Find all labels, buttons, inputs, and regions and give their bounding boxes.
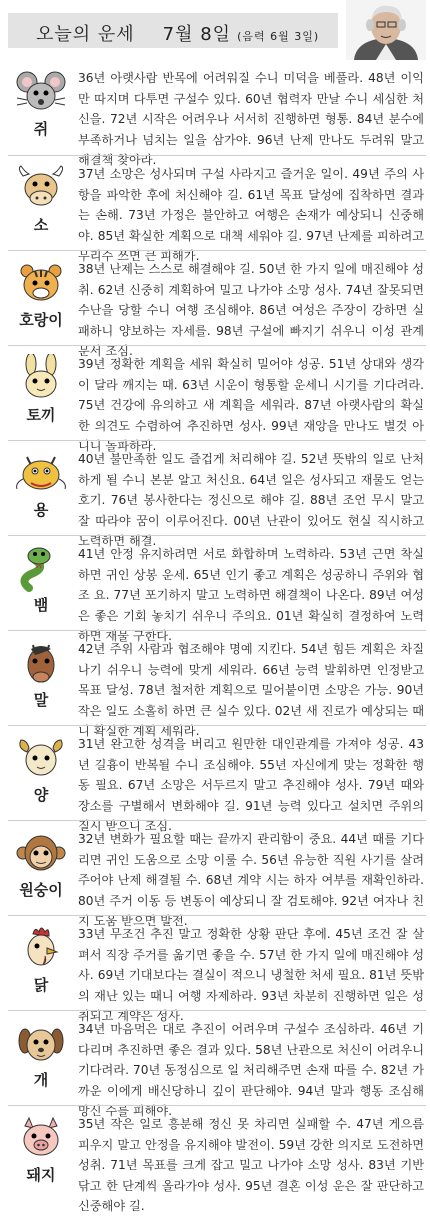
tiger-icon — [13, 259, 69, 307]
animal-name: 소 — [33, 216, 49, 234]
header-title-line — [36, 20, 319, 46]
animal-cell — [8, 1017, 74, 1101]
animal-name: 호랑이 — [19, 311, 63, 329]
fortune-text: 35년 작은 일로 흥분해 정신 못 차리면 실패할 수. 47년 게으름 피우지 말고 안정을 유지해야 발전이. 59년 강한 의지로 도전하면 성취. 71년 목표를 크게 잡고 밀고 나가야 소망 성사. 83년 기반 닦고 한 단계씩 올라가야 성사. 95년 결혼 이성 운은 잘 판단하고 신중해야 길. — [78, 1117, 424, 1213]
pig-icon — [13, 1114, 69, 1162]
zodiac-row-rabbit — [8, 345, 426, 453]
animal-name: 개 — [33, 1071, 49, 1089]
fortune-header — [0, 0, 430, 54]
animal-name: 원숭이 — [19, 881, 63, 899]
animal-cell — [8, 732, 74, 816]
fortune-text: 38년 난제는 스스로 해결해야 길. 50년 한 가지 일에 매진해야 성취. 62년 신중히 계획하여 밀고 나가야 소망 성사. 74년 잘못되면 수난을 당할 수니 여행 조심해야. 86년 여성은 주장이 강하면 실패하니 양보하는 자세를. 98년 구설에 빠지기 쉬우니 이성 관계 문서 조심. — [78, 262, 424, 358]
dog-icon — [13, 1019, 69, 1067]
fortune-text: 34년 마음먹은 대로 추진이 어려우며 구설수 조심하라. 46년 기다리며 추진하면 좋은 결과 있다. 58년 난관으로 처신이 어려우니 기다려라. 70년 동정심으로 일 처리해주면 손재 따를 수. 82년 가까운 이에게 배신당하니 깊이 판단해야. 94년 말과 행동 조심해 망신 수를 피해야. — [78, 1022, 424, 1118]
zodiac-row-snake — [8, 535, 426, 643]
fortune-text: 40년 불만족한 일도 즐겁게 처리해야 길. 52년 뜻밖의 일로 난처하게 될 수니 본분 알고 처신요. 64년 일은 성사되고 재물도 얻는 호기. 76년 봉사한다는 정신으로 해야 길. 88년 조언 무시 말고 잘 따라야 꿈이 이루어진다. 00년 난관이 있어도 현실 직시하고 노력하면 해결. — [78, 452, 424, 548]
animal-cell — [8, 1112, 74, 1196]
zodiac-row-tiger — [8, 250, 426, 358]
monkey-icon — [13, 829, 69, 877]
animal-cell — [8, 66, 74, 150]
fortune-text: 42년 주위 사람과 협조해야 명예 지킨다. 54년 힘든 계획은 차질 나기 쉬우니 능력에 맞게 세워라. 66년 능력 발휘하면 인정받고 목표 달성. 78년 철저한 계획으로 밀어붙이면 소망은 가능. 90년 작은 일도 소홀히 하면 큰 실수 있다. 02년 새 진로가 예상되는 때니 확실한 계획 세워라. — [78, 642, 424, 738]
animal-name: 뱀 — [33, 596, 49, 614]
horse-icon — [13, 639, 69, 687]
animal-name: 양 — [33, 786, 49, 804]
fortune-text: 33년 무조건 추진 말고 정확한 상황 판단 후에. 45년 조건 잘 살펴서 직장 주거를 옮기면 좋을 수. 57년 한 가지 일에 매진해야 성사. 69년 기대보다는 결실이 적으니 냉철한 처세 필요. 81년 뜻밖의 재난 있는 때니 여행 자제하라. 93년 차분히 진행하면 일은 성취되고 계약은 성사. — [78, 927, 424, 1023]
animal-name: 말 — [33, 691, 49, 709]
animal-name: 쥐 — [33, 120, 49, 138]
fortune-text: 41년 안정 유지하려면 서로 화합하며 노력하라. 53년 근면 착실하면 귀인 상봉 운세. 65년 인기 좋고 계획은 성공하니 주위와 협조 요. 77년 포기하지 말고 노력하면 해결책이 나온다. 89년 여성은 좋은 기회 놓치기 쉬우니 주의요. 01년 확실히 결정하여 노력하면 재물 구한다. — [78, 547, 424, 643]
zodiac-list — [8, 60, 426, 1213]
ox-icon — [13, 164, 69, 212]
animal-cell — [8, 922, 74, 1006]
zodiac-row-pig — [8, 1105, 426, 1213]
animal-name: 닭 — [33, 976, 49, 994]
columnist-portrait — [346, 0, 426, 60]
dragon-icon — [13, 449, 69, 497]
zodiac-row-dog — [8, 1010, 426, 1118]
animal-name: 용 — [33, 501, 49, 519]
animal-name: 토끼 — [26, 406, 56, 424]
fortune-text: 31년 완고한 성격을 버리고 원만한 대인관계를 가져야 성공. 43년 길흉이 반복될 수니 조심해야. 55년 자신에게 맞는 정확한 행동 필요. 67년 소망은 서두르지 말고 추진해야 성사. 79년 때와 장소를 구별해서 변화해야 길. 91년 능력 있다고 설치면 주위의 질시 받으니 조심. — [78, 737, 424, 833]
fortune-text: 39년 정확한 계획을 세워 확실히 밀어야 성공. 51년 상대와 생각이 달라 깨지는 때. 63년 시운이 형통할 운세니 시기를 기다려라. 75년 건강에 유의하고 새 계획을 세워라. 87년 아랫사람의 확실한 의견도 수렴하여 추진하면 성사. 99년 재앙을 만나도 별것 아니니 돌파하라. — [78, 357, 424, 453]
zodiac-row-ox — [8, 155, 426, 263]
zodiac-row-dragon — [8, 440, 426, 548]
animal-cell — [8, 257, 74, 341]
sheep-icon — [13, 734, 69, 782]
animal-cell — [8, 637, 74, 721]
animal-cell — [8, 162, 74, 246]
zodiac-row-horse — [8, 630, 426, 738]
animal-cell — [8, 542, 74, 626]
fortune-text: 37년 소망은 성사되며 구설 사라지고 즐거운 일이. 49년 주의 사항을 파악한 후에 처신해야 길. 61년 목표 달성에 집착하면 결과는 손해. 73년 가정은 불안하고 여행은 손재가 예상되니 신중해야. 85년 확실한 계획으로 대책 세워야 길. 97년 난제를 피하려고 무리수 쓰면 큰 피해가. — [78, 167, 424, 263]
rat-icon — [13, 68, 69, 116]
fortune-text: 36년 아랫사람 반목에 어려워질 수니 미덕을 베풀라. 48년 이익만 따지며 다투면 구설수 있다. 60년 협력자 만날 수니 세심한 처신을. 72년 시작은 어려우나 서서히 진행하면 형통. 84년 분수에 부족하거나 넘치는 일을 삼가야. 96년 난제 만나도 두려워 말고 해결책 찾아라. — [78, 71, 424, 167]
animal-cell — [8, 447, 74, 531]
animal-name: 돼지 — [26, 1166, 56, 1184]
rabbit-icon — [13, 354, 69, 402]
lunar-date-label: (음력 6월 3일) — [237, 30, 320, 43]
zodiac-row-sheep — [8, 725, 426, 833]
rooster-icon — [13, 924, 69, 972]
page-title: 오늘의 운세 — [36, 24, 135, 45]
zodiac-row-rooster — [8, 915, 426, 1023]
date-label: 7월 8일 — [162, 24, 232, 45]
zodiac-row-rat — [8, 60, 426, 167]
animal-cell — [8, 352, 74, 436]
snake-icon — [13, 544, 69, 592]
zodiac-row-monkey — [8, 820, 426, 928]
animal-cell — [8, 827, 74, 911]
fortune-text: 32년 변화가 필요할 때는 끝까지 관리함이 중요. 44년 때를 기다리면 귀인 도움으로 소망 이룰 수. 56년 유능한 직원 사기를 살려주어야 난제 해결될 수. 68년 계약 시는 하자 여부를 재확인하라. 80년 주거 이동 등 변동이 예상되니 잘 검토해야. 92년 여자나 친지 도움 받으면 발전. — [78, 832, 424, 928]
